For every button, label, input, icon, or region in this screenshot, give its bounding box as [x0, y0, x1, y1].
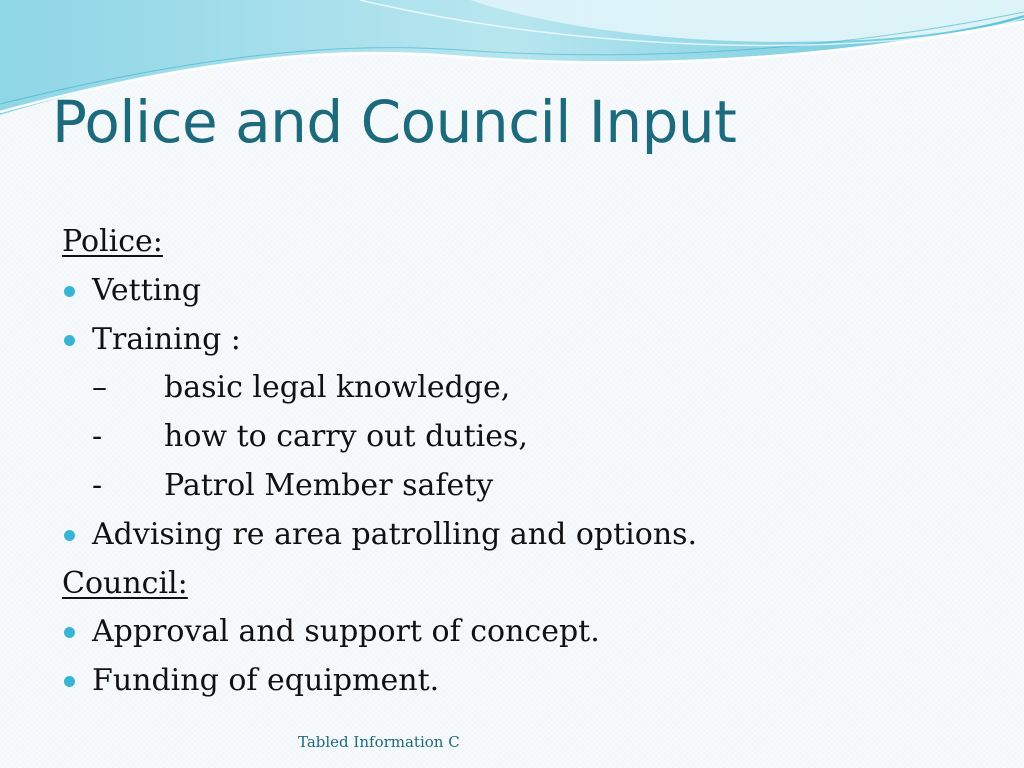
- slide-title: Police and Council Input: [52, 88, 737, 156]
- slide-body: [62, 218, 697, 706]
- bullet-icon: [64, 335, 75, 346]
- list-item: [62, 657, 697, 706]
- sub-list-item: [62, 364, 697, 413]
- list-item-text: Vetting: [92, 272, 201, 308]
- sub-list-item-text: how to carry out duties,: [164, 419, 528, 455]
- sub-list-item-text: Patrol Member safety: [164, 467, 494, 503]
- slide-footer: Tabled Information C: [298, 733, 460, 751]
- bullet-icon: [64, 286, 75, 297]
- list-item-text: Training :: [92, 321, 241, 357]
- dash-marker: –: [92, 370, 107, 406]
- list-item-text: Advising re area patrolling and options.: [92, 516, 698, 552]
- council-heading: Council:: [62, 565, 188, 601]
- sub-list-item: [62, 462, 697, 511]
- list-item: [62, 608, 697, 657]
- dash-marker: -: [92, 419, 103, 455]
- list-item: [62, 511, 697, 560]
- bullet-icon: [64, 676, 75, 687]
- dash-marker: -: [92, 467, 103, 503]
- police-heading: Police:: [62, 224, 163, 259]
- list-item: [62, 316, 697, 365]
- list-item: [62, 267, 697, 316]
- list-item-text: Funding of equipment.: [92, 663, 440, 699]
- list-item-text: Approval and support of concept.: [92, 614, 600, 650]
- sub-list-item-text: basic legal knowledge,: [164, 370, 511, 406]
- bullet-icon: [64, 530, 75, 541]
- sub-list-item: [62, 413, 697, 462]
- bullet-icon: [64, 627, 75, 638]
